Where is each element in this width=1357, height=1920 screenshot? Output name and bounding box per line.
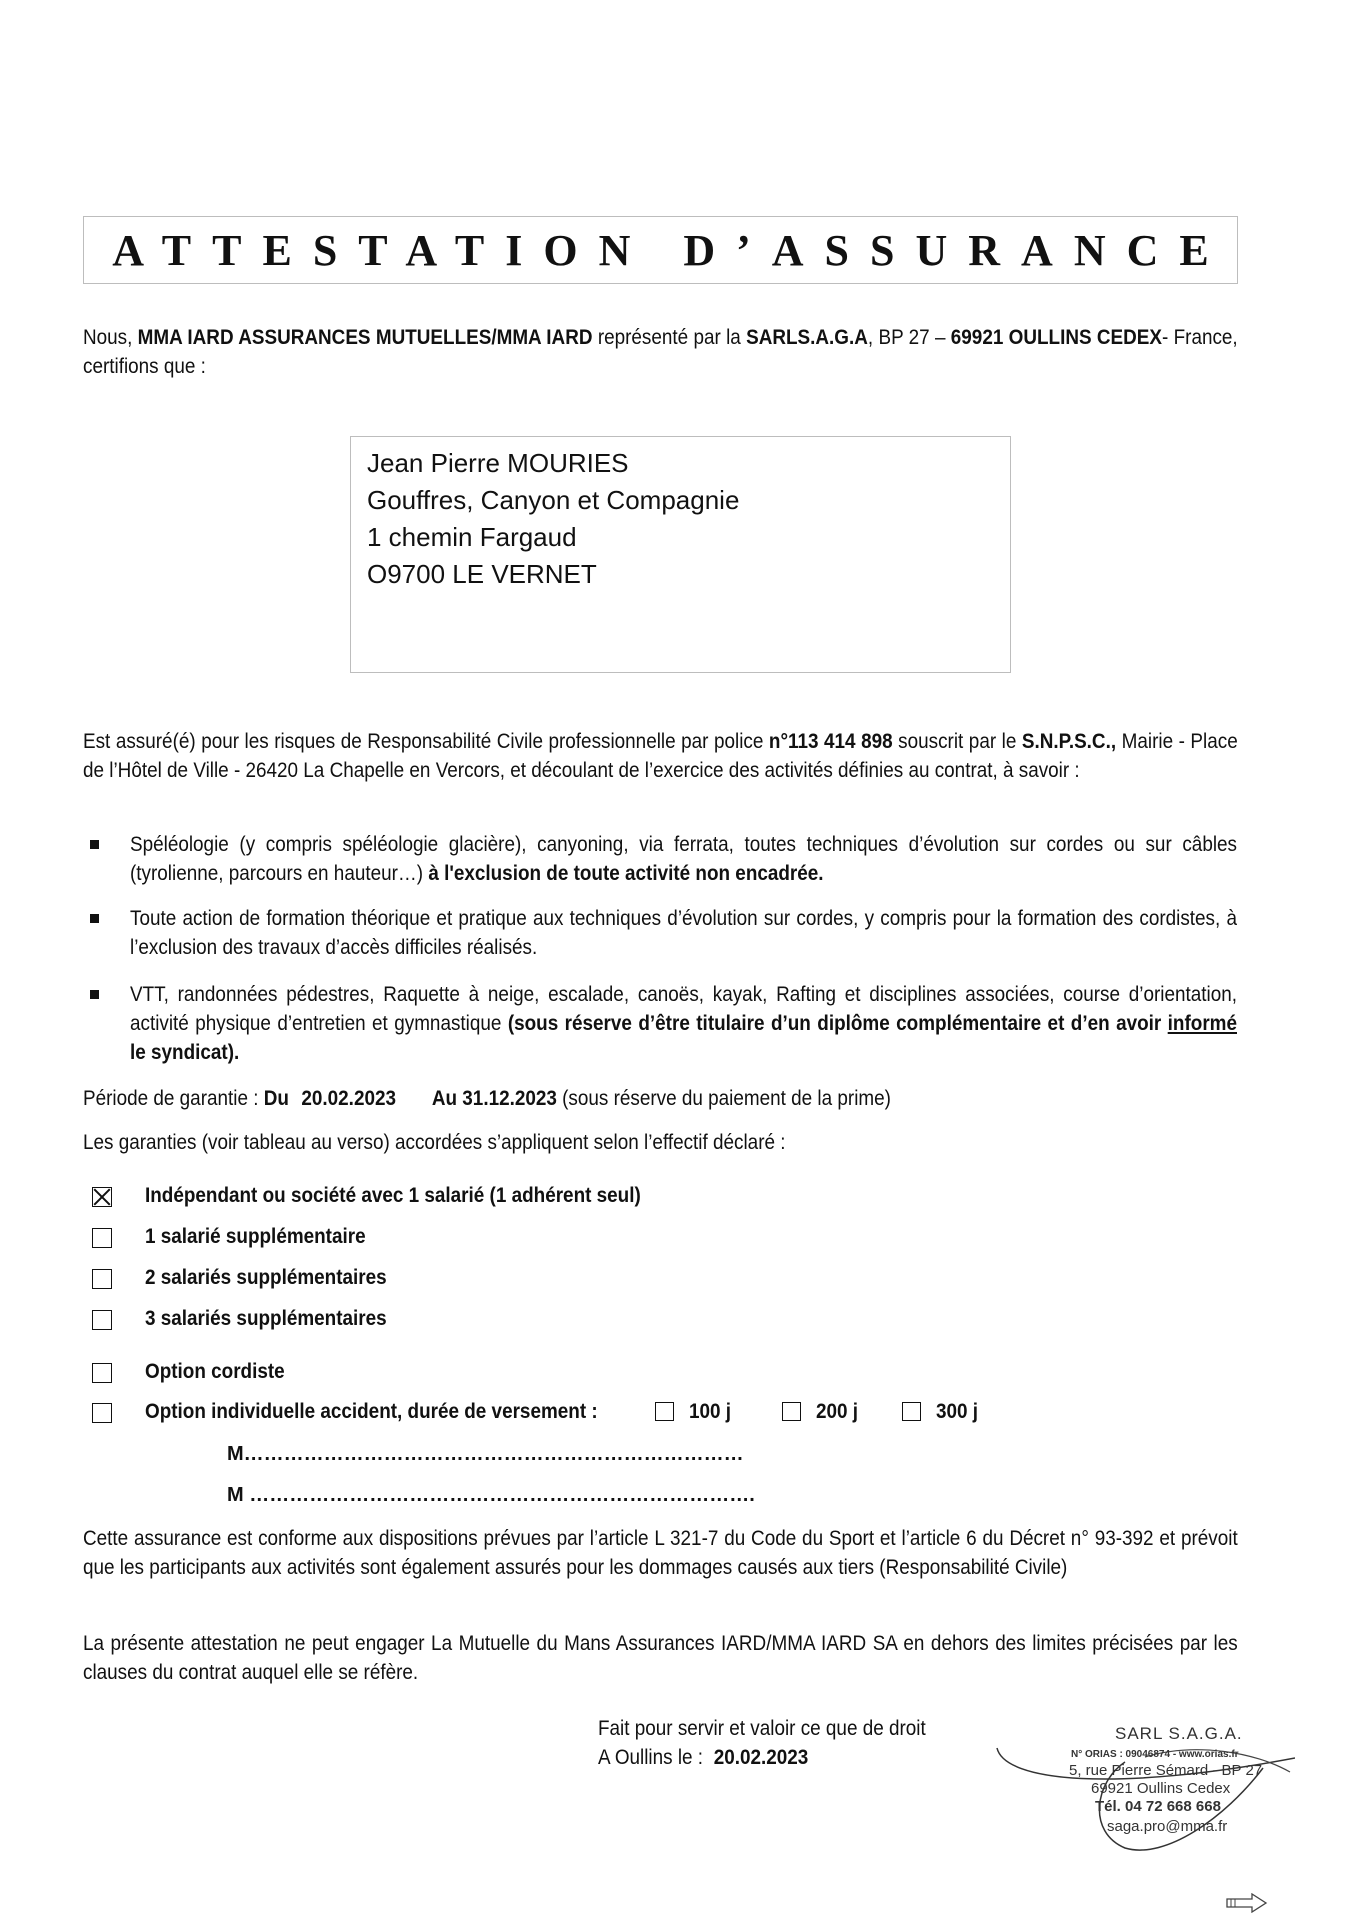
conformity-paragraph: Cette assurance est conforme aux dispositions prévues par l’article L 321-7 du Code du Sport et l’article 6 du Décret n° 93-392 et prévoit que les participants aux activités sont également assurés pour les dommages causés aux tiers (Responsabilité Civile) [83,1527,1238,1579]
activity-item: VTT, randonnées pédestres, Raquette à neige, escalade, canoës, kayak, Rafting et disciplines associées, course d’orientation, activité physique d’entretien et gymnastique (sous réserve d’être titulaire d’un diplôme complémentaire et d’en avoir informé le syndicat). [130,983,1237,1064]
duration-checkbox-100[interactable] [655,1402,674,1421]
signature-statement: Fait pour servir et valoir ce que de droit [598,1717,926,1740]
option-checkbox-2-employees[interactable] [92,1269,112,1289]
signature-place: A Oullins le : [598,1746,709,1769]
signature-block [598,1714,926,1772]
activity-item: Spéléologie (y compris spéléologie glacière), canyoning, via ferrata, toutes techniques d’évolution sur cordes ou sur câbles (tyrolienne, parcours en hauteur…) à l'exclusion de toute activité non encadrée. [130,833,1237,885]
option-label: 1 salarié supplémentaire [145,1225,366,1248]
next-page-arrow-icon[interactable] [1226,1893,1268,1913]
option-label: Option individuelle accident, durée de versement : [145,1400,598,1423]
duration-label: 200 j [816,1400,859,1423]
option-checkbox-3-employees[interactable] [92,1310,112,1330]
activity-item: Toute action de formation théorique et pratique aux techniques d’évolution sur cordes, y compris pour la formation des cordistes, à l’exclusion des travaux d’accès difficiles réalisés. [130,907,1237,959]
document-title: ATTESTATION D’ASSURANCE [112,225,1230,275]
insurer-name: MMA IARD ASSURANCES MUTUELLES/MMA IARD [137,326,593,349]
intro-paragraph: Nous, MMA IARD ASSURANCES MUTUELLES/MMA IARD représenté par la SARLS.A.G.A, BP 27 – 69921 OULLINS CEDEX- France, certifions que : [83,326,1238,378]
bullet-square-icon [90,914,99,923]
option-checkbox-1-employee[interactable] [92,1228,112,1248]
guarantee-period: Période de garantie : Du 20.02.2023 Au 31.12.2023 (sous réserve du paiement de la prime) [83,1087,891,1110]
company-stamp: SARL S.A.G.A. N° ORIAS : 09046874 - www.orias.fr 5, rue Pierre Sémard - BP 27 69921 Oullins Cedex Tél. 04 72 668 668 saga.pro@mma.fr [995,1722,1295,1862]
insured-company: Gouffres, Canyon et Compagnie [367,485,740,515]
policy-number: n°113 414 898 [768,730,893,753]
representative: SARLS.A.G.A [746,326,868,349]
insured-name: Jean Pierre MOURIES [367,448,629,478]
coverage-paragraph: Est assuré(é) pour les risques de Responsabilité Civile professionnelle par police n°113 414 898 souscrit par le S.N.P.S.C., Mairie - Place de l’Hôtel de Ville - 26420 La Chapelle en Vercors, et découlant de l’exercice des activités définies au contrat, à savoir : [83,730,1238,782]
guarantees-intro: Les garanties (voir tableau au verso) accordées s’appliquent selon l’effectif déclaré : [83,1131,786,1154]
bullet-square-icon [90,840,99,849]
duration-label: 300 j [936,1400,979,1423]
option-label: 3 salariés supplémentaires [145,1307,387,1330]
duration-label: 100 j [689,1400,732,1423]
option-checkbox-cordiste[interactable] [92,1363,112,1383]
duration-checkbox-300[interactable] [902,1402,921,1421]
syndicate-name: S.N.P.S.C., [1021,730,1117,753]
postal-address: 69921 OULLINS CEDEX [950,326,1163,349]
option-label: 2 salariés supplémentaires [145,1266,387,1289]
named-person-line: M………………………………………………………………… [227,1443,744,1465]
title-box [83,216,1238,284]
limits-paragraph: La présente attestation ne peut engager La Mutuelle du Mans Assurances IARD/MMA IARD SA en dehors des limites précisées par les clauses du contrat auquel elle se réfère. [83,1632,1238,1684]
end-date: Au 31.12.2023 [431,1087,557,1110]
option-label: Indépendant ou société avec 1 salarié (1 adhérent seul) [145,1184,641,1207]
option-checkbox-independent[interactable] [92,1187,112,1207]
duration-checkbox-200[interactable] [782,1402,801,1421]
bullet-square-icon [90,990,99,999]
option-label: Option cordiste [145,1360,285,1383]
insured-street: 1 chemin Fargaud [367,522,577,552]
named-person-line: M …………………………………………………………………. [227,1484,755,1506]
start-date: 20.02.2023 [301,1087,396,1110]
insured-city: O9700 LE VERNET [367,559,597,589]
insured-address-box [350,436,1011,673]
signature-date: 20.02.2023 [713,1746,809,1769]
option-checkbox-accident[interactable] [92,1403,112,1423]
